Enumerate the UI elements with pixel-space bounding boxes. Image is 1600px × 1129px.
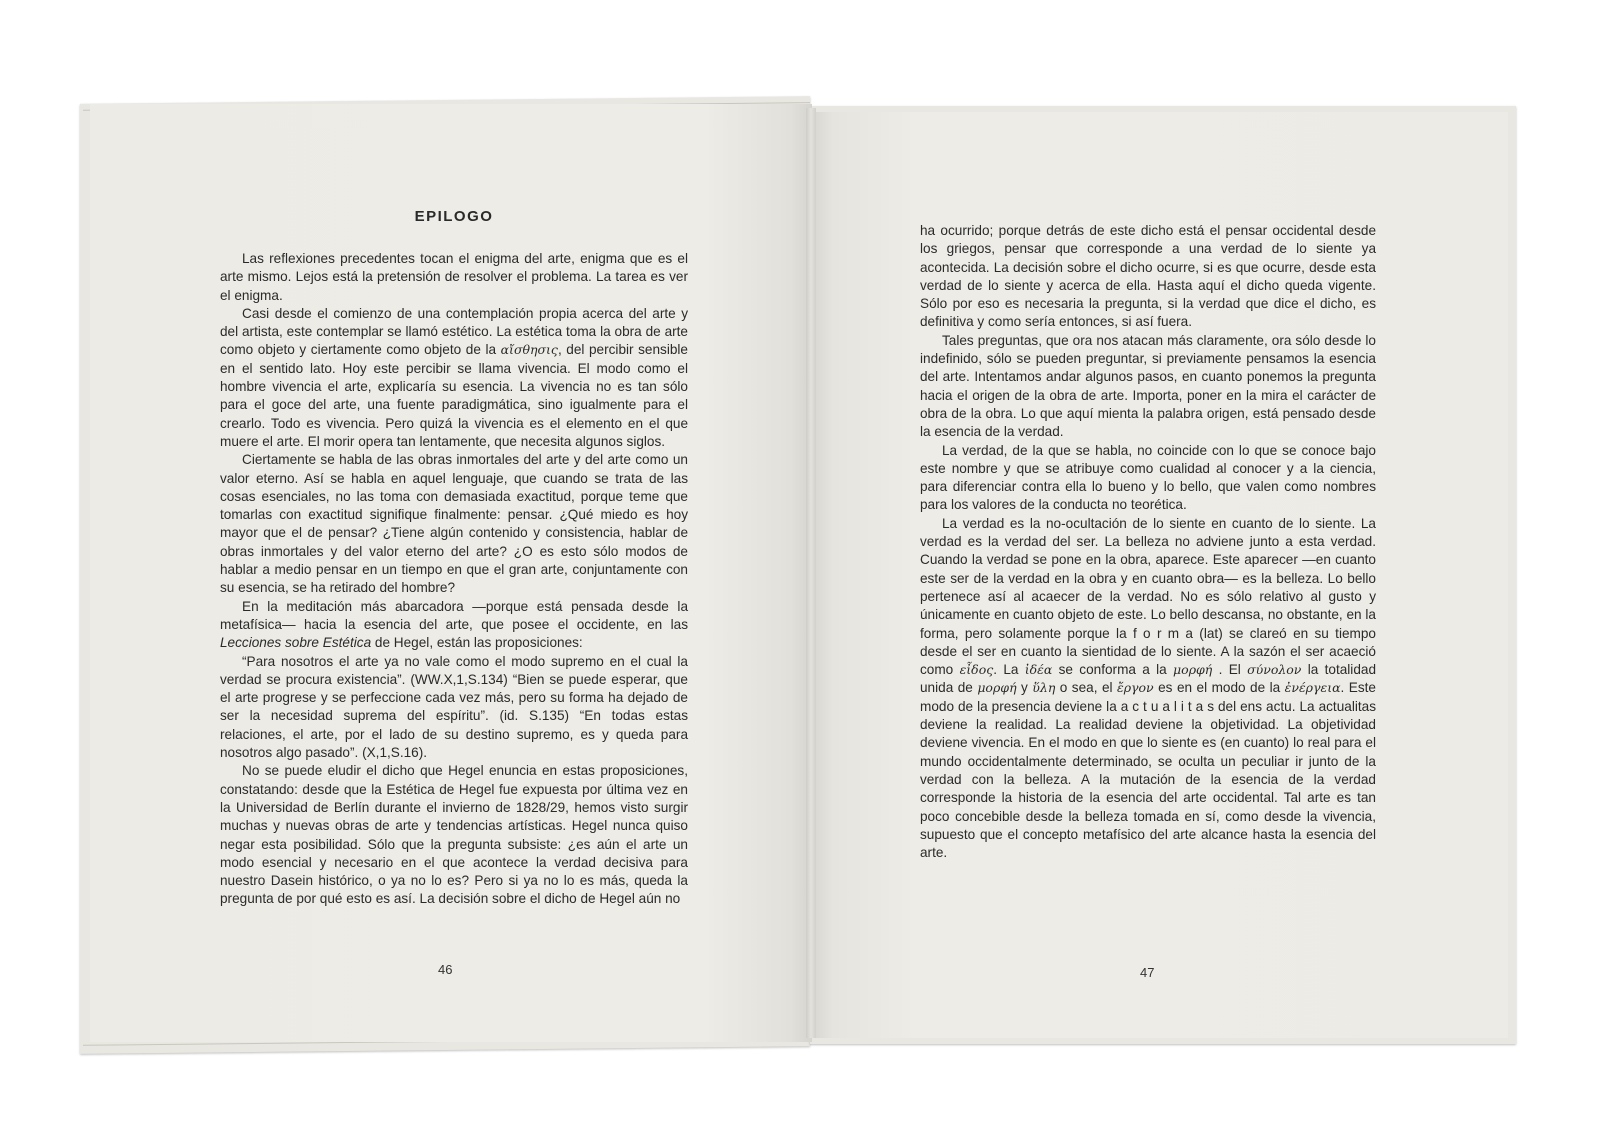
text-run: La verdad es la no-ocultación de lo siente en cuanto de lo siente. La verdad es la verdad del ser. La belleza no adviene junto a esta verdad. Cuando la verdad se pone en la obra, aparece. Este aparecer —en cuanto este ser de la verdad en la obra y en cuanto obra— es la belleza. Lo bello pertenece así al acaecer de la verdad. No es sólo relativo al gusto y únicamente en cuanto objeto de este. Lo bello descansa, no obstante, en la forma, pero solamente porque la f o r m a (lat) se clareó en su tiempo desde el ser en cuanto la sientidad de lo siente. A la sazón el ser acaeció como	[920, 515, 1376, 678]
greek-term: μορφή	[977, 680, 1017, 696]
text-run: . La	[993, 662, 1025, 678]
greek-term: ἰδέα	[1024, 662, 1053, 678]
text-run: se conforma a la	[1052, 662, 1174, 678]
text-run: . El	[1212, 662, 1248, 678]
greek-term: αἴσθησις	[500, 342, 558, 358]
paragraph: ha ocurrido; porque detrás de este dicho está el pensar occidental desde los griegos, pensar que corresponde a una verdad de lo siente ya acontecida. La decisión sobre el dicho ocurre, si es que ocurre, desde esta verdad de lo siente y acerca de ella. Hasta aquí el dicho queda vigente. Sólo por eso es necesaria la pregunta, si la verdad que dice el dicho, es definitiva y como sería entonces, si así fuera.	[920, 223, 1376, 330]
chapter-title: EPILOGO	[414, 208, 494, 225]
greek-term: εἶδος	[959, 662, 994, 678]
left-page-body	[220, 250, 688, 909]
greek-term: ἐνέργεια	[1284, 680, 1341, 696]
text-run: o sea, el	[1055, 680, 1117, 696]
text-run: , del percibir sensible en el sentido lato. Hoy este percibir se llama vivencia. El modo como el hombre vivencia el arte, explicaría su esencia. La vivencia no es tan sólo para el goce del arte, una fuente paradigmática, sino igualmente para el crearlo. Todo es vivencia. Pero quizá la vivencia es el elemento en el que muere el arte. El morir opera tan lentamente, que necesita algunos siglos.	[220, 342, 688, 449]
page-number-left: 46	[438, 962, 453, 977]
right-page-body	[920, 222, 1376, 862]
page-number-right: 47	[1140, 965, 1155, 980]
quotation-paragraph: “Para nosotros el arte ya no vale como el modo supremo en el cual la verdad se procura existencia”. (WW.X,1,S.134) “Bien se puede esperar, que el arte progrese y se perfeccione cada vez más, pero su forma ha dejado de ser la necesidad suprema del espíritu”. (id. S.135) “En todas estas relaciones, el arte, por el lado de su destino supremo, es y queda para nosotros algo pasado”. (X,1,S.16).	[220, 653, 688, 761]
greek-term: ὕλη	[1032, 680, 1056, 696]
book-gutter	[806, 108, 816, 1038]
paragraph: No se puede eludir el dicho que Hegel enuncia en estas proposiciones, constatando: desde que la Estética de Hegel fue expuesta por última vez en la Universidad de Berlín durante el invierno de 1828/29, hemos visto surgir muchas y nuevas obras de arte y tendencias artísticas. Hegel nunca quiso negar esta posibilidad. Sólo que la pregunta subsiste: ¿es aún el arte un modo esencial y necesario en el que acontece la verdad decisiva para nuestro Dasein histórico, o ya no lo es? Pero si ya no lo es más, queda la pregunta de por qué esto es así. La decisión sobre el dicho de Hegel aún no	[220, 763, 688, 907]
paragraph	[220, 598, 688, 653]
greek-term: ἔργον	[1117, 680, 1154, 696]
text-run: la totalidad unida de	[920, 662, 1376, 696]
text-run: En la meditación más abarcadora —porque está pensada desde la metafísica— hacia la esencia del arte, que posee el occidente, en las	[220, 598, 688, 632]
paragraph: La verdad, de la que se habla, no coincide con lo que se conoce bajo este nombre y que se atribuye como cualidad al conocer y a la ciencia, para diferenciar contra ella lo bueno y lo bello, que valen como nombres para los valores de la conducta no teorética.	[920, 442, 1376, 513]
text-run: de Hegel, están las proposiciones:	[371, 635, 583, 651]
paragraph	[920, 515, 1376, 863]
greek-term: σύνολον	[1247, 662, 1302, 678]
paragraph: Ciertamente se habla de las obras inmortales del arte y del arte como un valor eterno. Así se habla en aquel lenguaje, que cuando se trata de las cosas esenciales, no las toma con demasiada exactitud, porque teme que tomarlas con exactitud signifique finalmente: pensar. ¿Qué miedo es hoy mayor que el de pensar? ¿Tiene algún contenido y consistencia, hablar de obras inmortales y del valor eterno del arte? ¿O es esto sólo modos de hablar a medio pensar en un tiempo en que el gran arte, conjuntamente con su esencia, se ha retirado del hombre?	[220, 452, 688, 596]
text-run: Casi desde el comienzo de una contemplación propia acerca del arte y del artista, este contemplar se llamó estético. La estética toma la obra de arte como objeto y ciertamente como objeto de la	[220, 305, 688, 358]
paragraph	[220, 305, 688, 451]
text-run: es en el modo de la	[1153, 680, 1285, 696]
paragraph: Tales preguntas, que ora nos atacan más claramente, ora sólo desde lo indefinido, sólo se pueden preguntar, si previamente pensamos la esencia del arte. Intentamos andar algunos pasos, en cuanto ponemos la pregunta hacia el origen de la obra de arte. Importa, poner en la mira el carácter de obra de la obra. Lo que aquí mienta la palabra origen, está pensado desde la esencia de la verdad.	[920, 332, 1376, 440]
book-title-italic: Lecciones sobre Estética	[220, 635, 372, 651]
text-run: y	[1016, 680, 1033, 696]
greek-term: μορφή	[1173, 662, 1213, 678]
text-run: . Este modo de la presencia deviene la a c t u a l i t a s del ens actu. La actualitas deviene la realidad. La realidad deviene la objetividad. La objetividad deviene vivencia. En el modo en que lo siente es (en cuanto) lo real para el mundo occidentalmente determinado, se oculta un peculiar ir junto de la verdad con la belleza. A la mutación de la esencia de la verdad corresponde la historia de la esencia del arte occidental. Tal arte es tan poco concebible desde la belleza tomada en sí, como desde la vivencia, supuesto que el concepto metafísico del arte alcance hasta la esencia del arte.	[920, 680, 1376, 861]
paragraph: Las reflexiones precedentes tocan el enigma del arte, enigma que es el arte mismo. Lejos está la pretensión de resolver el problema. La tarea es ver el enigma.	[220, 251, 688, 303]
